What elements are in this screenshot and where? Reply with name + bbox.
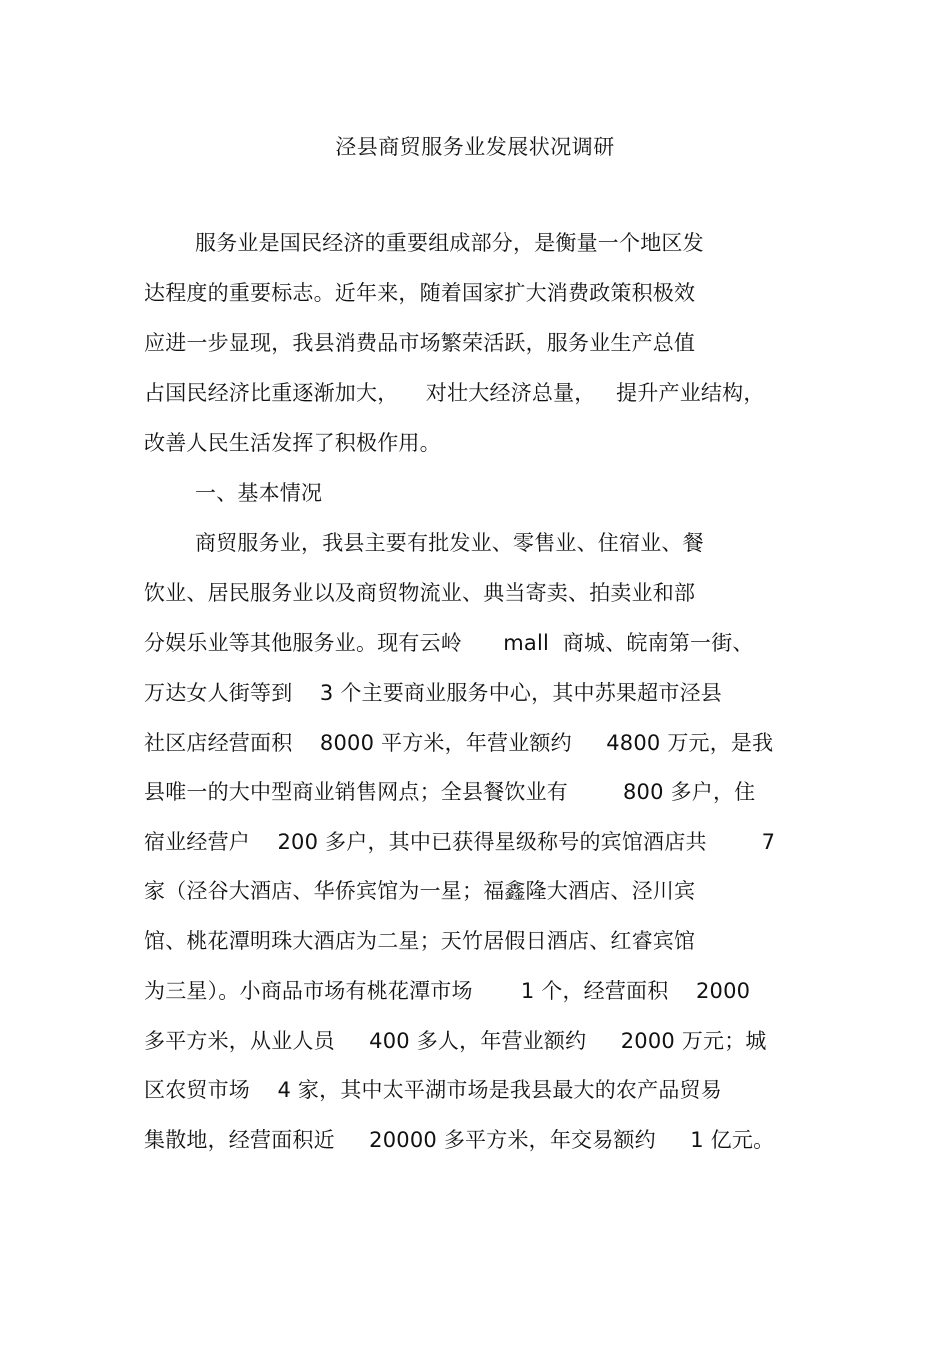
paragraph-line: 县唯一的大中型商业销售网点；全县餐饮业有 800 多户，住 [144,780,756,804]
paragraph-line: 分娱乐业等其他服务业。现有云岭 mall 商城、皖南第一街、 [144,631,754,655]
paragraph-line: 饮业、居民服务业以及商贸物流业、典当寄卖、拍卖业和部 [144,581,696,605]
paragraph-line: 商贸服务业，我县主要有批发业、零售业、住宿业、餐 [195,531,704,555]
paragraph-line: 宿业经营户 200 多户，其中已获得星级称号的宾馆酒店共 7 [144,830,776,854]
paragraph-line: 区农贸市场 4 家，其中太平湖市场是我县最大的农产品贸易 [144,1078,722,1102]
document-title: 泾县商贸服务业发展状况调研 [335,135,615,159]
paragraph-line: 改善人民生活发挥了积极作用。 [144,431,441,455]
paragraph-line: 应进一步显现，我县消费品市场繁荣活跃，服务业生产总值 [144,331,696,355]
paragraph-line: 多平方米，从业人员 400 多人，年营业额约 2000 万元；城 [144,1029,767,1053]
paragraph-line: 馆、桃花潭明珠大酒店为二星；天竹居假日酒店、红睿宾馆 [144,929,696,953]
paragraph-line: 家（泾谷大酒店、华侨宾馆为一星；福鑫隆大酒店、泾川宾 [144,879,696,903]
section-heading: 一、基本情况 [195,481,323,505]
paragraph-line: 占国民经济比重逐渐加大， 对壮大经济总量， 提升产业结构， [144,381,765,405]
paragraph-line: 社区店经营面积 8000 平方米，年营业额约 4800 万元，是我 [144,731,774,755]
paragraph-line: 集散地，经营面积近 20000 多平方米，年交易额约 1 亿元。 [144,1128,775,1152]
paragraph-line: 服务业是国民经济的重要组成部分，是衡量一个地区发 [195,231,704,255]
paragraph-line: 万达女人街等到 3 个主要商业服务中心，其中苏果超市泾县 [144,681,722,705]
paragraph-line: 达程度的重要标志。近年来，随着国家扩大消费政策积极效 [144,281,696,305]
paragraph-line: 为三星）。小商品市场有桃花潭市场 1 个，经营面积 2000 [144,979,751,1003]
